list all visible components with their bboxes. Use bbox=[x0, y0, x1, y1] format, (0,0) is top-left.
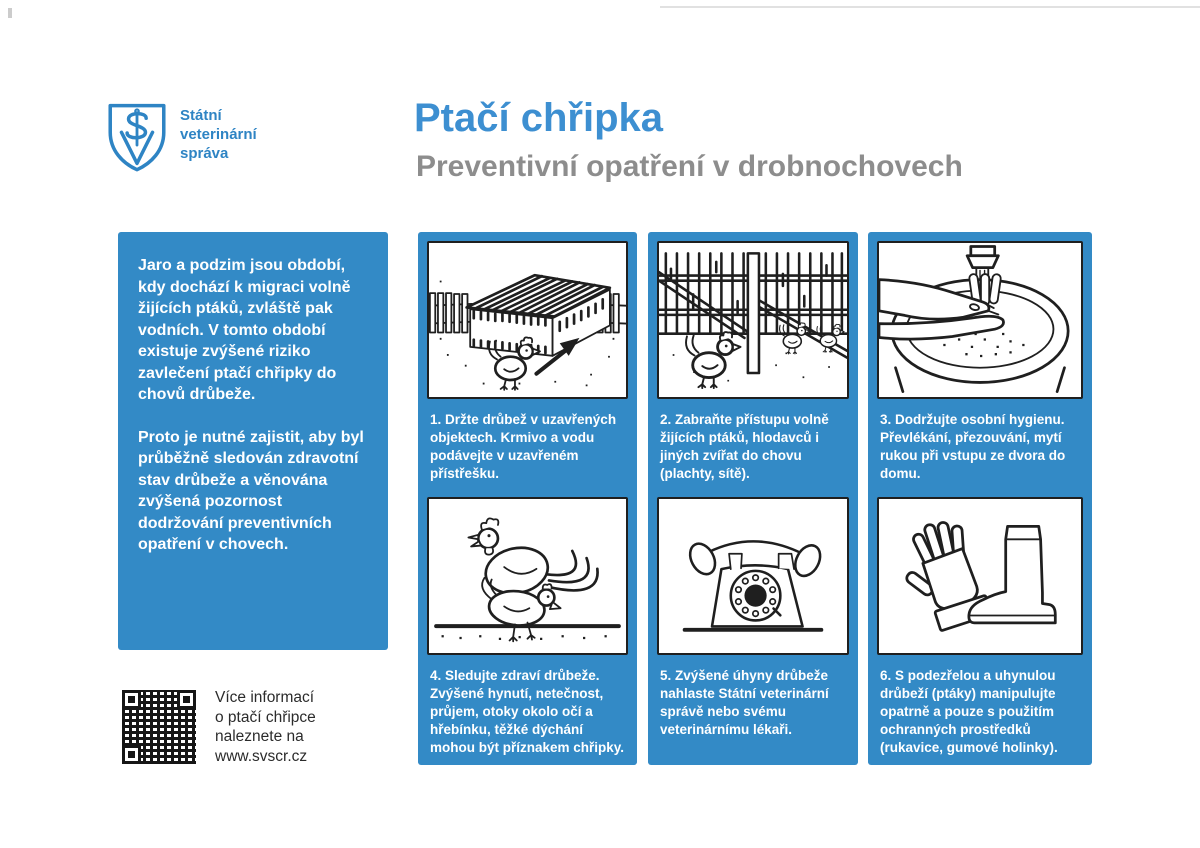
washing-hands-under-tap-illustration bbox=[879, 243, 1081, 397]
more-info-line: Více informací bbox=[215, 689, 315, 706]
panel-6-illustration-box bbox=[877, 497, 1083, 655]
rooster-and-hen-illustration bbox=[429, 499, 626, 653]
scan-artifact-line bbox=[660, 6, 1200, 8]
panel-3-illustration-box bbox=[877, 241, 1083, 399]
org-name bbox=[180, 106, 257, 163]
fence-left bbox=[429, 293, 472, 332]
scan-artifact-speck bbox=[8, 8, 12, 18]
barn-post bbox=[748, 253, 759, 373]
cradle-right bbox=[779, 554, 794, 569]
protective-glove-and-boot-illustration bbox=[879, 499, 1081, 653]
rotary-dial bbox=[731, 571, 781, 621]
qr-finder-bottom-left bbox=[122, 745, 141, 764]
panel-caption: 5. Zvýšené úhyny drůbeže nahlaste Státní veterinární správě nebo svému veterinárnímu lékaři. bbox=[660, 668, 829, 737]
qr-finder-top-left bbox=[122, 690, 141, 709]
panel-column-1 bbox=[418, 232, 637, 765]
org-name-line: správa bbox=[180, 145, 229, 162]
rotary-telephone-illustration bbox=[659, 499, 847, 653]
panel-caption: 4. Sledujte zdraví drůbeže. Zvýšené hynutí, netečnost, průjem, otoky okolo očí a hřebínku, těžké dýchání mohou být příznakem chřipky. bbox=[430, 668, 625, 755]
more-info-text bbox=[215, 688, 316, 766]
qr-code-icon bbox=[122, 690, 196, 764]
panel-caption: 2. Zabraňte přístupu volně žijících ptáků, hlodavců i jiných zvířat do chovu (plachty, sítě). bbox=[660, 412, 829, 481]
qr-finder-top-right bbox=[177, 690, 196, 709]
org-name-line: veterinární bbox=[180, 126, 257, 143]
panel-4-illustration-box bbox=[427, 497, 628, 655]
more-info-line: o ptačí chřipce bbox=[215, 708, 316, 726]
panel-column-3 bbox=[868, 232, 1092, 765]
website-url: www.svscr.cz bbox=[215, 747, 308, 765]
sv-shield-logo-icon bbox=[106, 100, 168, 176]
panel-caption: 3. Dodržujte osobní hygienu. Převlékání, přezouvání, mytí rukou při vstupu ze dvora do domu. bbox=[880, 412, 1066, 481]
poultry-house bbox=[467, 275, 610, 356]
intro-text-box bbox=[118, 232, 388, 650]
more-info-line: naleznete na bbox=[215, 728, 304, 745]
panel-5-illustration-box bbox=[657, 497, 849, 655]
org-name-line: Státní bbox=[180, 107, 222, 124]
page-subtitle: Preventivní opatření v drobnochovech bbox=[416, 150, 963, 183]
panel-1-illustration-box bbox=[427, 241, 628, 399]
page-title: Ptačí chřipka bbox=[414, 96, 664, 140]
panel-column-2 bbox=[648, 232, 858, 765]
rubber-boot bbox=[969, 526, 1055, 622]
poultry-house-fence-arrow-illustration bbox=[429, 243, 626, 397]
intro-paragraph-2: Proto je nutné zajistit, aby byl průběžně sledován zdravotní stav drůbeže a věnována zvýšená pozornost dodržování preventivních opatření v chovech. bbox=[138, 428, 364, 553]
cradle-left bbox=[729, 554, 742, 569]
panel-caption: 6. S podezřelou a uhynulou drůbeží (ptáky) manipulujte opatrně a pouze s použitím ochranných prostředků (rukavice, gumové holinky). bbox=[880, 668, 1058, 755]
barn-interior-chickens-illustration bbox=[659, 243, 847, 397]
panel-2-illustration-box bbox=[657, 241, 849, 399]
chicken-icon bbox=[686, 332, 741, 388]
panel-caption: 1. Držte drůbež v uzavřených objektech. Krmivo a vodu podávejte v uzavřeném přístřešku. bbox=[430, 412, 617, 481]
intro-paragraph-1: Jaro a podzim jsou období, kdy dochází k migraci volně žijících ptáků, zvláště pak vodních. V tomto období existuje zvýšené riziko zavlečení ptačí chřipky do chovů drůbeže. bbox=[138, 257, 351, 403]
